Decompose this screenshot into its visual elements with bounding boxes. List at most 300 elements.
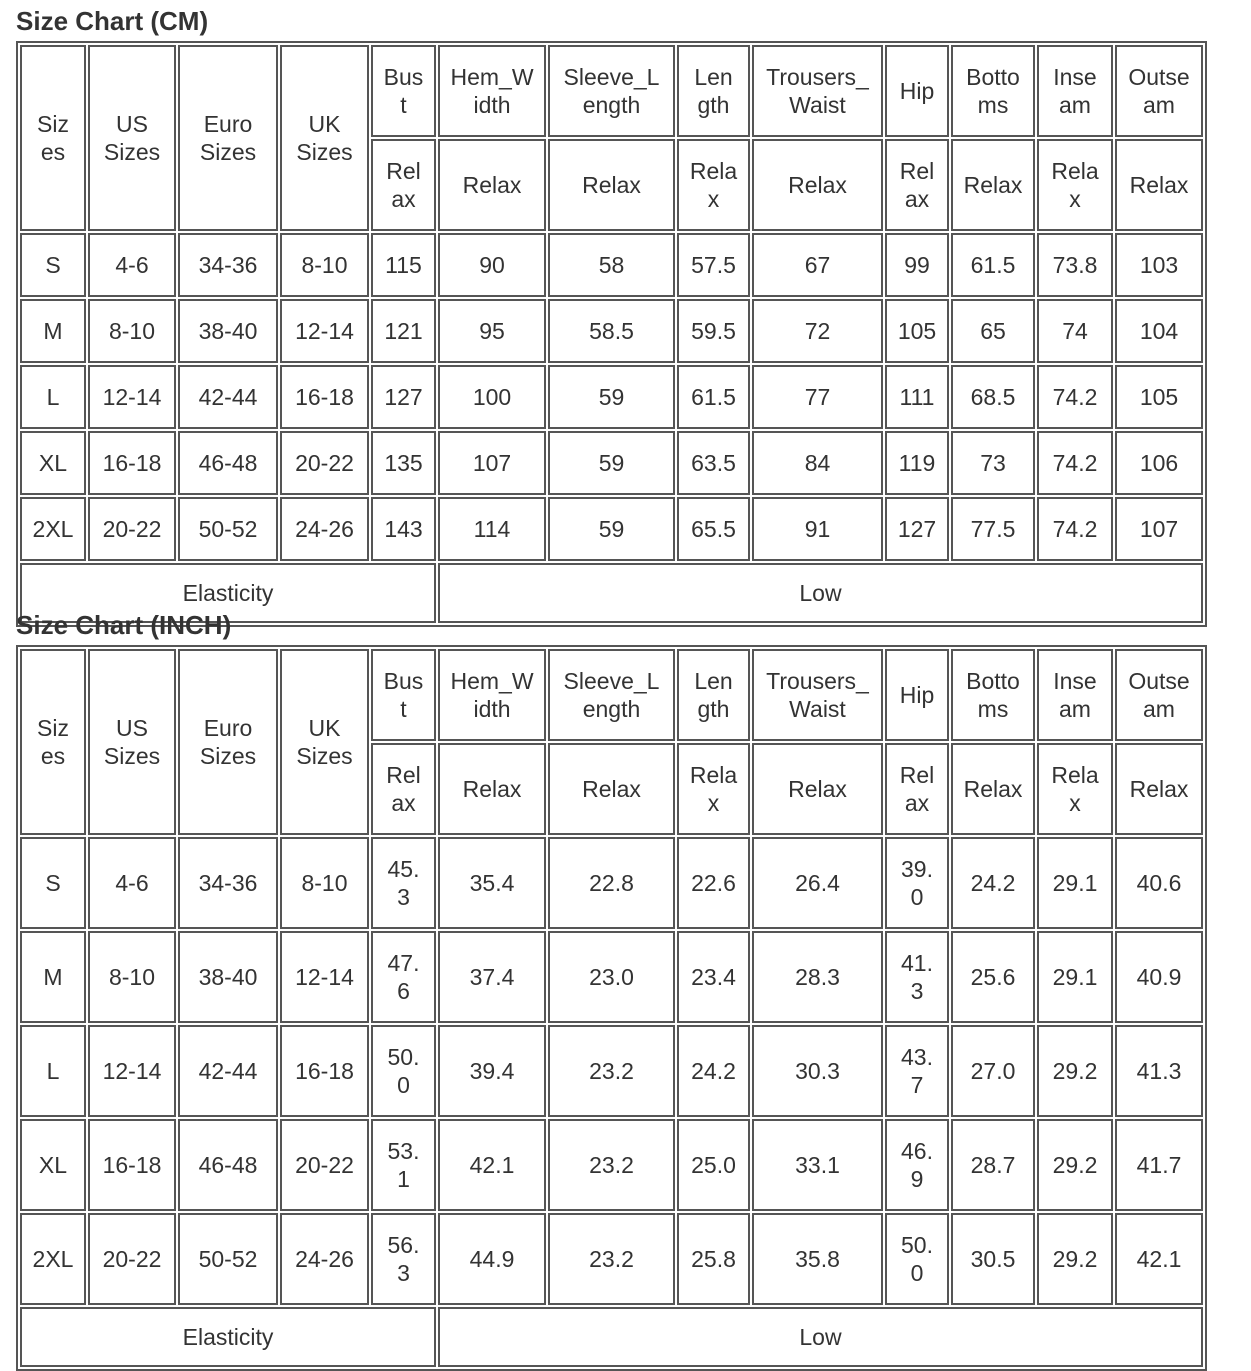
table-cell-text: 41. 3 [901, 950, 933, 1004]
table-cell [178, 497, 278, 561]
table-cell-text: 28.7 [970, 1152, 1016, 1178]
table-cell-text: 33.1 [795, 1152, 840, 1178]
table-cell-text: 119 [898, 450, 936, 476]
table-cell-text: 41.3 [1136, 1058, 1182, 1084]
table-cell [20, 931, 86, 1023]
table-cell-text: 20-22 [295, 1152, 354, 1178]
subheader-cell-text: Relax [462, 172, 522, 198]
table-cell-text: 50. 0 [387, 1044, 420, 1098]
column-header [88, 649, 176, 835]
column-header [548, 45, 675, 137]
table-cell-text: 40.9 [1136, 964, 1182, 990]
table-cell-text: 37.4 [469, 964, 515, 990]
table-cell [438, 365, 546, 429]
table-cell [1037, 837, 1113, 929]
table-cell-text: 58 [598, 252, 625, 278]
table-cell-text: 107 [1139, 516, 1179, 542]
table-cell [752, 837, 883, 929]
table-cell-text: 12-14 [295, 318, 354, 344]
table-cell-text: 65 [980, 318, 1006, 344]
table-cell [885, 497, 949, 561]
table-cell-text: 84 [804, 450, 831, 476]
table-cell-text: 73.8 [1052, 252, 1098, 278]
table-cell-text: 29.1 [1052, 964, 1098, 990]
column-header-text: Inse am [1053, 668, 1097, 722]
table-cell [280, 1213, 369, 1305]
table-cell-text: 20-22 [102, 516, 162, 542]
table-cell-text: L [46, 384, 60, 410]
table-cell-text: 23.2 [589, 1058, 634, 1084]
table-cell [677, 931, 750, 1023]
table-cell [677, 1213, 750, 1305]
table-cell-text: 50-52 [198, 516, 258, 542]
subheader-cell-text: Relax [582, 172, 641, 198]
table-cell [20, 837, 86, 929]
table-cell [752, 431, 883, 495]
table-cell [548, 1025, 675, 1117]
table-cell [1037, 931, 1113, 1023]
table-cell [951, 931, 1035, 1023]
table-cell [1037, 497, 1113, 561]
subheader-cell-text: Rela x [1051, 762, 1099, 816]
table-cell [178, 365, 278, 429]
table-cell [438, 299, 546, 363]
table-cell [752, 1025, 883, 1117]
subheader-cell [1037, 743, 1113, 835]
table-cell [280, 931, 369, 1023]
column-header-text: Len gth [694, 64, 733, 118]
header-row [20, 649, 1203, 741]
table-cell-text: M [43, 318, 63, 344]
table-cell-text: 42-44 [198, 1058, 258, 1084]
column-header [371, 45, 436, 137]
column-header [677, 649, 750, 741]
table-cell-text: 35.4 [469, 870, 515, 896]
table-cell [20, 1119, 86, 1211]
table-cell [88, 497, 176, 561]
table-cell-text: 12-14 [102, 1058, 162, 1084]
column-header [88, 45, 176, 231]
table-cell-text: 39.4 [469, 1058, 515, 1084]
table-cell [885, 1213, 949, 1305]
subheader-cell-text: Relax [1129, 172, 1189, 198]
column-header-text: Botto ms [966, 668, 1020, 722]
subheader-cell [1115, 139, 1203, 231]
table-cell-text: 104 [1139, 318, 1179, 344]
table-cell [20, 1025, 86, 1117]
column-header-text: Hip [899, 78, 935, 104]
table-cell [677, 365, 750, 429]
table-cell-text: 100 [472, 384, 512, 410]
table-cell [20, 299, 86, 363]
table-cell [88, 365, 176, 429]
table-cell-text: 127 [897, 516, 937, 542]
table-cell-text: 42.1 [469, 1152, 515, 1178]
table-cell [88, 837, 176, 929]
subheader-cell [548, 139, 675, 231]
column-header-text: Hip [899, 682, 935, 708]
table-cell [438, 837, 546, 929]
table-cell-text: 135 [384, 450, 423, 476]
table-cell-text: 77.5 [970, 516, 1016, 542]
table-cell-text: 16-18 [295, 1058, 354, 1084]
table-cell [280, 837, 369, 929]
table-row [20, 365, 1203, 429]
table-cell-text: 25.6 [970, 964, 1016, 990]
table-cell [677, 837, 750, 929]
table-cell-text: 35.8 [795, 1246, 840, 1272]
table-cell-text: 8-10 [301, 252, 348, 278]
table-cell [371, 365, 436, 429]
column-header [178, 45, 278, 231]
column-header-text: Trousers_ Waist [766, 668, 869, 722]
table-cell-text: 47. 6 [387, 950, 420, 1004]
table-cell [885, 299, 949, 363]
column-header [752, 649, 883, 741]
table-cell-text: 68.5 [970, 384, 1016, 410]
table-cell-text: 2XL [32, 1246, 74, 1272]
table-cell-text: M [43, 964, 63, 990]
table-cell [951, 837, 1035, 929]
column-header [1037, 649, 1113, 741]
elasticity-value [438, 1307, 1203, 1367]
table-cell [438, 1025, 546, 1117]
table-row [20, 1119, 1203, 1211]
column-header-text: Botto ms [966, 64, 1020, 118]
table-cell-text: 30.3 [795, 1058, 840, 1084]
subheader-cell [371, 743, 436, 835]
subheader-cell-text: Rel ax [899, 762, 935, 816]
subheader-cell-text: Relax [582, 776, 641, 802]
column-header-text: Inse am [1053, 64, 1097, 118]
elasticity-label-text: Elasticity [182, 580, 274, 606]
column-header-text: Sleeve_L ength [563, 64, 660, 118]
table-cell [280, 497, 369, 561]
table-cell [88, 1119, 176, 1211]
column-header [548, 649, 675, 741]
table-cell-text: 42.1 [1136, 1246, 1182, 1272]
table-cell [677, 431, 750, 495]
column-header [20, 45, 86, 231]
column-header [885, 649, 949, 741]
column-header [1115, 45, 1203, 137]
elasticity-value-text: Low [799, 580, 842, 606]
table-cell [178, 431, 278, 495]
table-cell [178, 931, 278, 1023]
table-row [20, 1213, 1203, 1305]
column-header-text: Hem_W idth [450, 668, 534, 722]
table-cell [371, 1213, 436, 1305]
table-row [20, 299, 1203, 363]
table-cell-text: 24-26 [295, 1246, 354, 1272]
table-cell-text: 74.2 [1052, 384, 1098, 410]
table-cell-text: 67 [804, 252, 831, 278]
subheader-cell-text: Rel ax [386, 762, 421, 816]
column-header-text: Outse am [1128, 64, 1190, 118]
elasticity-row [20, 1307, 1203, 1367]
table-cell-text: 8-10 [108, 964, 156, 990]
table-cell-text: S [45, 252, 61, 278]
table-cell-text: 59 [598, 384, 625, 410]
table-cell-text: 90 [479, 252, 505, 278]
column-header [438, 45, 546, 137]
table-cell [951, 1213, 1035, 1305]
table-cell [371, 837, 436, 929]
table-cell-text: 25.8 [691, 1246, 736, 1272]
column-header-text: US Sizes [103, 111, 161, 165]
table-cell-text: 115 [385, 252, 422, 278]
column-header [677, 45, 750, 137]
subheader-cell-text: Rela x [689, 762, 738, 816]
header-row [20, 45, 1203, 137]
table-cell [280, 431, 369, 495]
table-cell [20, 365, 86, 429]
subheader-cell-text: Relax [963, 776, 1023, 802]
elasticity-label-text: Elasticity [182, 1324, 274, 1350]
table-cell [1037, 1213, 1113, 1305]
table-cell-text: 41.7 [1136, 1152, 1182, 1178]
table-cell [1115, 1025, 1203, 1117]
table-cell-text: 16-18 [102, 1152, 162, 1178]
column-header-text: Siz es [37, 111, 69, 165]
column-header [280, 45, 369, 231]
column-header [438, 649, 546, 741]
table-cell-text: 106 [1139, 450, 1179, 476]
table-cell [20, 431, 86, 495]
table-cell-text: 20-22 [295, 450, 354, 476]
table-cell [677, 233, 750, 297]
column-header [280, 649, 369, 835]
table-cell [438, 931, 546, 1023]
subheader-cell-text: Relax [963, 172, 1023, 198]
table-cell [1037, 1119, 1113, 1211]
table-cell-text: 29.2 [1052, 1058, 1098, 1084]
table-cell [20, 497, 86, 561]
table-cell [752, 365, 883, 429]
table-cell [178, 1213, 278, 1305]
table-cell-text: 91 [804, 516, 831, 542]
table-cell [1115, 365, 1203, 429]
table-cell-text: 20-22 [102, 1246, 162, 1272]
column-header-text: US Sizes [103, 715, 161, 769]
table-cell [548, 1119, 675, 1211]
table-cell [280, 1025, 369, 1117]
table-cell [88, 1213, 176, 1305]
table-cell [752, 497, 883, 561]
table-cell [885, 1025, 949, 1117]
table-cell [371, 299, 436, 363]
table-cell [951, 1025, 1035, 1117]
table-cell [885, 837, 949, 929]
table-cell-text: 73 [980, 450, 1006, 476]
column-header-text: UK Sizes [296, 111, 353, 165]
table-cell-text: 103 [1139, 252, 1179, 278]
column-header-text: Bus t [383, 668, 424, 722]
column-header-text: Len gth [694, 668, 733, 722]
table-cell-text: 16-18 [102, 450, 162, 476]
table-cell-text: 121 [384, 318, 423, 344]
table-cell [1037, 1025, 1113, 1117]
table-cell [548, 837, 675, 929]
table-cell-text: 43. 7 [901, 1044, 933, 1098]
table-cell-text: 45. 3 [387, 856, 420, 910]
table-cell-text: 4-6 [115, 870, 149, 896]
column-header [951, 649, 1035, 741]
subheader-cell-text: Relax [462, 776, 522, 802]
table-cell [951, 431, 1035, 495]
column-header [951, 45, 1035, 137]
table-cell [371, 431, 436, 495]
subheader-cell-text: Rel ax [386, 158, 421, 212]
table-cell-text: 16-18 [295, 384, 354, 410]
subheader-cell [677, 743, 750, 835]
subheader-cell [752, 743, 883, 835]
table-cell-text: 23.2 [589, 1152, 634, 1178]
table-row [20, 931, 1203, 1023]
table-cell-text: 59.5 [691, 318, 736, 344]
table-cell-text: 46-48 [198, 1152, 258, 1178]
subheader-cell [951, 743, 1035, 835]
table-cell [752, 299, 883, 363]
table-cell-text: 59 [598, 516, 625, 542]
size-table [16, 645, 1207, 1371]
table-cell-text: 23.4 [691, 964, 736, 990]
table-cell [438, 233, 546, 297]
table-cell-text: 42-44 [198, 384, 258, 410]
table-cell [280, 233, 369, 297]
table-cell [371, 1119, 436, 1211]
table-cell [885, 431, 949, 495]
table-cell-text: 111 [899, 384, 935, 410]
table-cell-text: 46-48 [198, 450, 258, 476]
subheader-cell-text: Relax [1129, 776, 1189, 802]
table-cell [548, 931, 675, 1023]
table-cell [548, 299, 675, 363]
table-cell [371, 233, 436, 297]
table-cell-text: 95 [479, 318, 505, 344]
table-cell-text: 24.2 [691, 1058, 736, 1084]
table-cell-text: 34-36 [198, 252, 258, 278]
table-cell-text: 8-10 [108, 318, 156, 344]
table-cell [371, 931, 436, 1023]
table-cell [20, 1213, 86, 1305]
table-cell-text: 22.6 [691, 870, 736, 896]
table-cell [1037, 233, 1113, 297]
table-cell [88, 1025, 176, 1117]
table-cell [1115, 497, 1203, 561]
table-cell-text: 4-6 [115, 252, 149, 278]
table-cell-text: 50. 0 [901, 1232, 933, 1286]
column-header [885, 45, 949, 137]
table-cell [1037, 299, 1113, 363]
table-cell-text: 105 [1139, 384, 1179, 410]
table-cell [178, 233, 278, 297]
table-cell-text: 74.2 [1052, 450, 1098, 476]
table-cell [178, 299, 278, 363]
table-cell [438, 1119, 546, 1211]
table-cell [752, 931, 883, 1023]
table-cell-text: 24-26 [295, 516, 354, 542]
table-cell-text: S [45, 870, 61, 896]
subheader-cell [438, 743, 546, 835]
table-cell-text: 12-14 [102, 384, 162, 410]
subheader-cell [951, 139, 1035, 231]
column-header-text: Siz es [37, 715, 69, 769]
table-cell [88, 931, 176, 1023]
column-header-text: Outse am [1128, 668, 1190, 722]
table-cell-text: 39. 0 [901, 856, 933, 910]
subheader-cell [752, 139, 883, 231]
table-cell-text: 63.5 [691, 450, 736, 476]
table-cell [885, 931, 949, 1023]
table-cell-text: 2XL [32, 516, 74, 542]
table-cell [752, 1119, 883, 1211]
table-cell [178, 1025, 278, 1117]
subheader-cell [438, 139, 546, 231]
table-cell [280, 299, 369, 363]
table-cell-text: 8-10 [301, 870, 348, 896]
table-cell-text: L [46, 1058, 60, 1084]
table-cell-text: 28.3 [795, 964, 840, 990]
table-cell [280, 365, 369, 429]
table-cell [1115, 299, 1203, 363]
column-header-text: Bus t [383, 64, 424, 118]
elasticity-value-text: Low [799, 1324, 842, 1350]
table-cell-text: 12-14 [295, 964, 354, 990]
table-cell-text: 74 [1062, 318, 1088, 344]
table-cell [752, 233, 883, 297]
table-cell [677, 299, 750, 363]
table-cell [677, 1025, 750, 1117]
column-header [371, 649, 436, 741]
table-cell [548, 233, 675, 297]
table-row [20, 1025, 1203, 1117]
table-row [20, 431, 1203, 495]
subheader-cell [885, 743, 949, 835]
subheader-cell [1115, 743, 1203, 835]
table-cell [548, 431, 675, 495]
subheader-cell-text: Rel ax [899, 158, 935, 212]
column-header-text: UK Sizes [296, 715, 353, 769]
table-cell-text: 56. 3 [387, 1232, 420, 1286]
table-cell [548, 497, 675, 561]
column-header [1115, 649, 1203, 741]
table-cell [1115, 931, 1203, 1023]
table-cell [951, 299, 1035, 363]
table-cell-text: 143 [384, 516, 423, 542]
table-cell-text: 38-40 [198, 964, 258, 990]
table-cell-text: 107 [472, 450, 512, 476]
table-cell [1037, 431, 1113, 495]
table-cell [88, 233, 176, 297]
subheader-cell-text: Relax [788, 172, 847, 198]
table-cell [1115, 431, 1203, 495]
table-cell [280, 1119, 369, 1211]
table-cell-text: 53. 1 [387, 1138, 420, 1192]
table-cell-text: 72 [804, 318, 831, 344]
table-cell-text: 30.5 [970, 1246, 1016, 1272]
table-cell-text: 59 [598, 450, 625, 476]
table-cell-text: 25.0 [691, 1152, 736, 1178]
table-cell-text: 40.6 [1136, 870, 1182, 896]
column-header [20, 649, 86, 835]
table-cell [677, 1119, 750, 1211]
table-cell [1115, 233, 1203, 297]
table-cell [1115, 1119, 1203, 1211]
table-cell-text: 29.2 [1052, 1152, 1098, 1178]
table-cell [1115, 1213, 1203, 1305]
table-row [20, 233, 1203, 297]
